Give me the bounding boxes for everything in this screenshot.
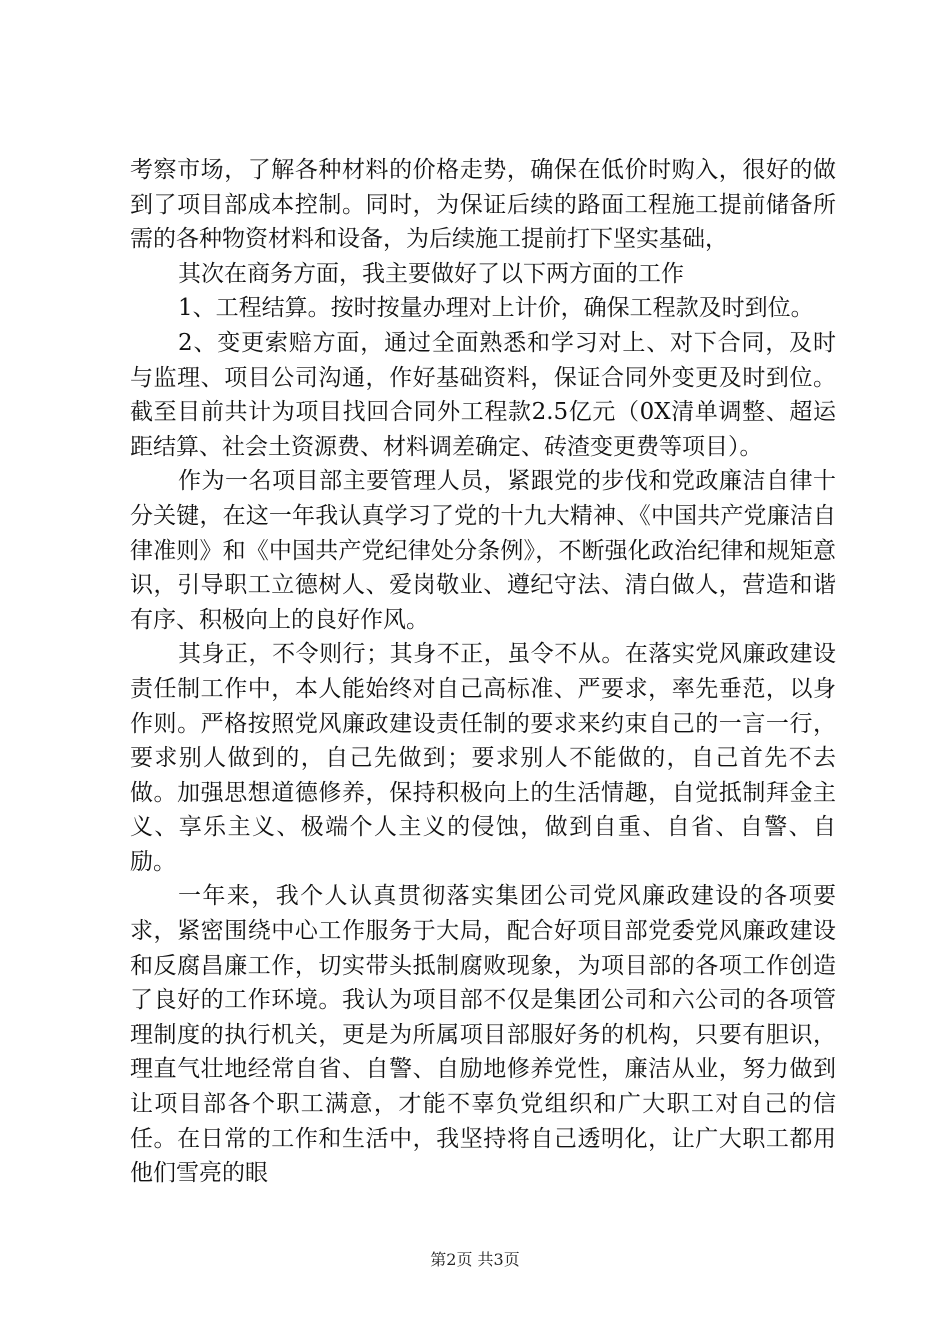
paragraph-self-discipline: 其身正，不令则行；其身不正，虽令不从。在落实党风廉政建设责任制工作中，本人能始终对自己高标准、严要求，率先垂范，以身作则。严格按照党风廉政建设责任制的要求来约束自己的一言一行，要求别人做到的，自己先做到；要求别人不能做的，自己首先不去做。加强思想道德修养，保持积极向上的生活情趣，自觉抵制拜金主义、享乐主义、极端个人主义的侵蚀，做到自重、自省、自警、自励。 xyxy=(130,641,836,875)
paragraph-party-discipline: 作为一名项目部主要管理人员，紧跟党的步伐和党政廉洁自律十分关键，在这一年我认真学习了党的十九大精神、《中国共产党廉洁自律准则》和《中国共产党纪律处分条例》，不断强化政治纪律和规矩意识，引导职工立德树人、爱岗敬业、遵纪守法、清白做人，营造和谐有序、积极向上的良好作风。 xyxy=(130,468,836,633)
page-number-footer: 第2页 共3页 xyxy=(430,1250,520,1269)
paragraph-change-claims: 2、变更索赔方面，通过全面熟悉和学习对上、对下合同，及时与监理、项目公司沟通，作好基础资料，保证合同外变更及时到位。截至目前共计为项目找回合同外工程款2.5亿元（0X清单调整、超运距结算、社会土资源费、材料调差确定、砖渣变更费等项目）。 xyxy=(130,329,836,460)
paragraph-project-settlement: 1、工程结算。按时按量办理对上计价，确保工程款及时到位。 xyxy=(178,295,814,322)
paragraph-business-intro: 其次在商务方面，我主要做好了以下两方面的工作 xyxy=(178,260,684,287)
document-body xyxy=(130,153,836,1191)
paragraph-year-review: 一年来，我个人认真贯彻落实集团公司党风廉政建设的各项要求，紧密围绕中心工作服务于大局，配合好项目部党委党风廉政建设和反腐昌廉工作，切实带头抵制腐败现象，为项目部的各项工作创造了良好的工作环境。我认为项目部不仅是集团公司和六公司的各项管理制度的执行机关，更是为所属项目部服好务的机构，只要有胆识，理直气壮地经常自省、自警、自励地修养党性，廉洁从业，努力做到让项目部各个职工满意，才能不辜负党组织和广大职工对自己的信任。在日常的工作和生活中，我坚持将自己透明化，让广大职工都用他们雪亮的眼 xyxy=(130,883,836,1187)
paragraph-material-procurement: 考察市场，了解各种材料的价格走势，确保在低价时购入，很好的做到了项目部成本控制。同时，为保证后续的路面工程施工提前储备所需的各种物资材料和设备，为后续施工提前打下坚实基础， xyxy=(130,157,836,253)
